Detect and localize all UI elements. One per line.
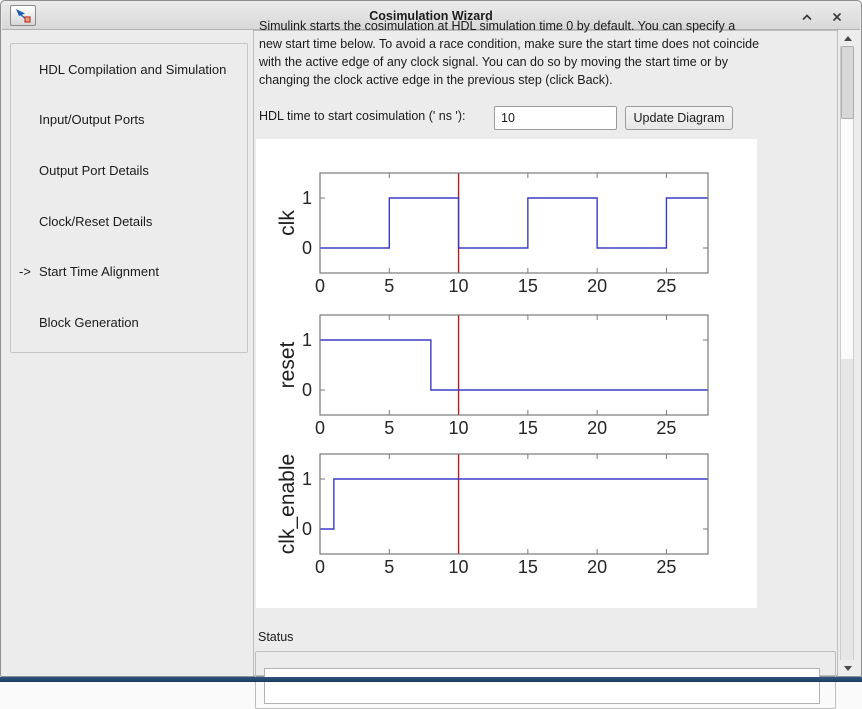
svg-text:5: 5 — [384, 557, 395, 577]
step-output-port-details — [11, 145, 247, 196]
app-icon-button — [10, 5, 36, 26]
description-text: Simulink starts the cosimulation at HDL simulation time 0 by default. You can specify a new start time below. To avoid a race condition, make sure the start time does not coincide with the active edge of any clock signal. You can do so by moving the start time or by changing the clock active edge in the previous step (click Back). — [259, 17, 833, 89]
step-label: Start Time Alignment — [39, 264, 159, 280]
scroll-up-button[interactable] — [839, 30, 856, 46]
svg-text:1: 1 — [301, 330, 312, 350]
svg-text:10: 10 — [448, 557, 469, 577]
scrollbar-thumb[interactable] — [841, 46, 854, 119]
scroll-down-button[interactable] — [839, 660, 856, 676]
svg-text:0: 0 — [314, 276, 326, 296]
svg-text:15: 15 — [517, 557, 538, 577]
svg-text:15: 15 — [517, 276, 538, 296]
svg-text:0: 0 — [301, 238, 312, 258]
status-text-field — [264, 668, 820, 704]
svg-text:25: 25 — [656, 557, 677, 577]
svg-text:5: 5 — [384, 276, 395, 296]
svg-text:20: 20 — [587, 557, 608, 577]
svg-text:25: 25 — [656, 418, 677, 438]
svg-text:0: 0 — [301, 519, 312, 539]
description-line-clipped: Simulink starts the cosimulation at HDL simulation time 0 by default. You can specify a — [259, 19, 736, 33]
svg-text:0: 0 — [314, 418, 326, 438]
svg-text:20: 20 — [587, 418, 608, 438]
step-input-output-ports — [11, 95, 247, 146]
step-hdl-compilation — [11, 44, 247, 95]
arrow-up-icon — [844, 36, 852, 41]
wizard-content-pane — [253, 19, 838, 676]
window-bottom-edge — [0, 677, 862, 682]
svg-text:10: 10 — [448, 418, 469, 438]
step-label: Output Port Details — [39, 162, 149, 178]
vertical-scrollbar[interactable] — [839, 30, 856, 676]
start-time-input[interactable] — [494, 106, 617, 130]
window-title: Cosimulation Wizard — [369, 8, 493, 23]
start-time-label: HDL time to start cosimulation (' ns '): — [259, 109, 466, 123]
svg-text:20: 20 — [587, 276, 608, 296]
status-label: Status — [258, 630, 294, 644]
current-step-marker: -> — [19, 264, 31, 280]
scrollbar-track-lower[interactable] — [840, 359, 854, 660]
step-label: Clock/Reset Details — [39, 213, 153, 229]
step-label: HDL Compilation and Simulation — [39, 61, 227, 77]
svg-text:5: 5 — [384, 418, 395, 438]
update-diagram-button[interactable]: Update Diagram — [625, 106, 733, 130]
svg-text:0: 0 — [314, 557, 326, 577]
svg-text:0: 0 — [301, 380, 312, 400]
step-block-generation — [11, 297, 247, 348]
step-start-time-alignment — [11, 246, 247, 297]
plot-ylabel-reset: reset — [276, 341, 299, 389]
step-clock-reset-details — [11, 196, 247, 247]
svg-text:25: 25 — [656, 276, 677, 296]
waveform-plot-panel — [256, 139, 757, 608]
simulink-model-icon — [13, 8, 33, 23]
arrow-down-icon — [844, 666, 852, 671]
svg-text:15: 15 — [517, 418, 538, 438]
svg-text:10: 10 — [448, 276, 469, 296]
waveform-svg — [256, 139, 757, 608]
svg-text:1: 1 — [301, 188, 312, 208]
wizard-steps-list — [10, 43, 248, 353]
svg-text:1: 1 — [301, 469, 312, 489]
plot-ylabel-clk: clk — [276, 210, 299, 236]
step-label: Block Generation — [39, 314, 139, 330]
plot-ylabel-clk_enable: clk_enable — [276, 453, 299, 555]
step-label: Input/Output Ports — [39, 112, 145, 128]
